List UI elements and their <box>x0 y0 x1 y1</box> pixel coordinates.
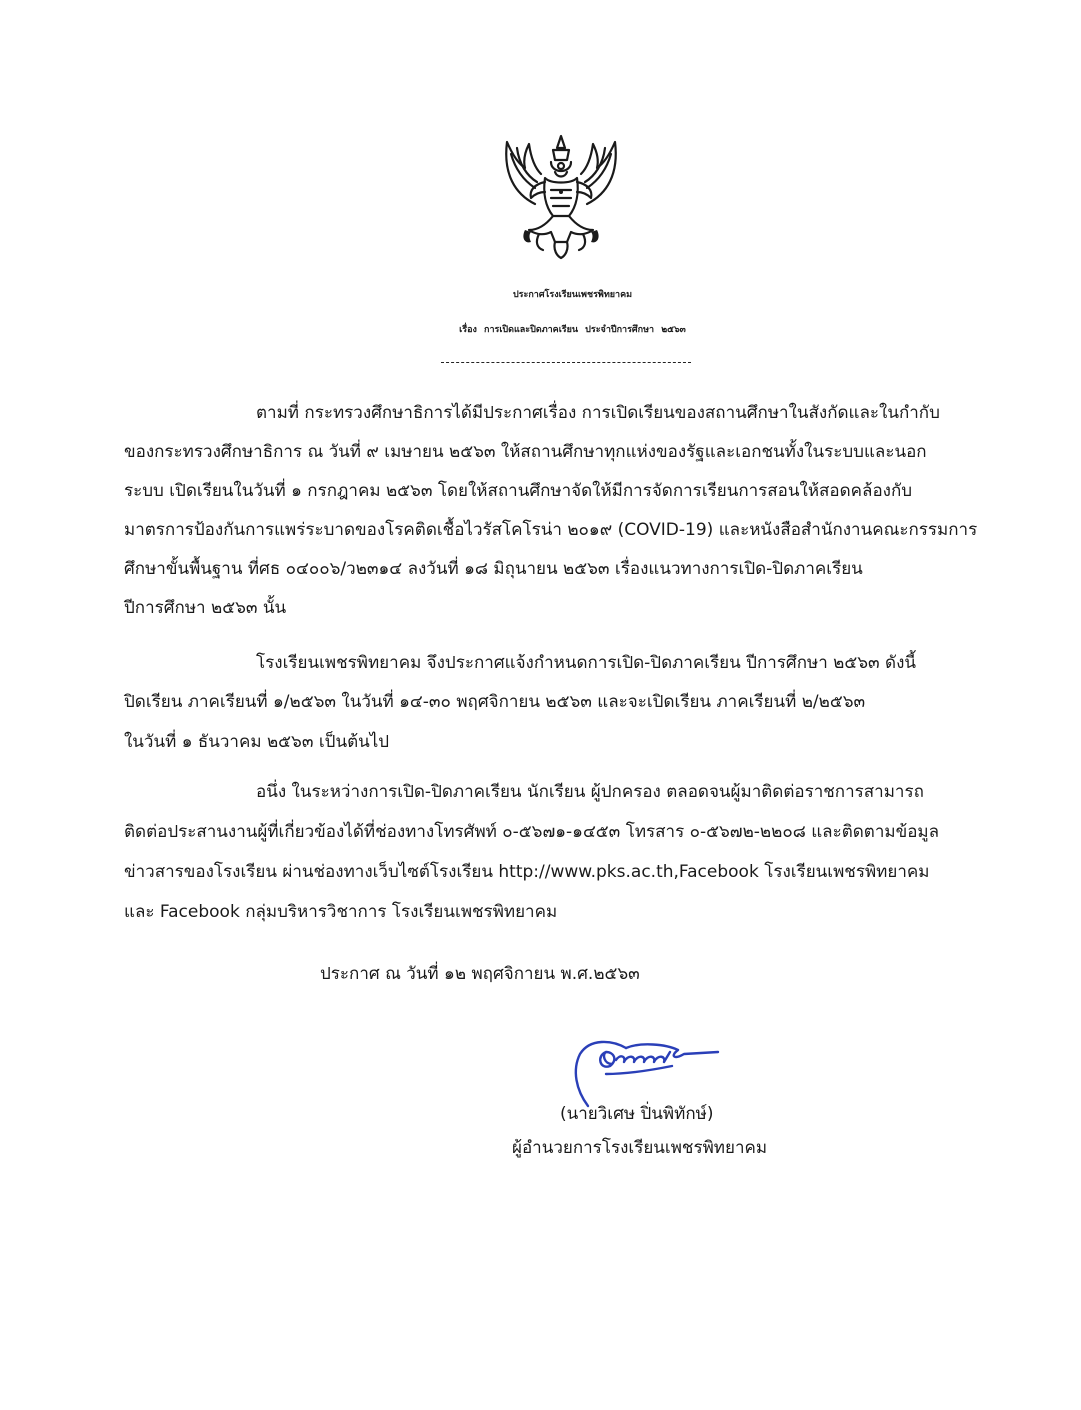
signature-icon <box>566 1030 726 1108</box>
paragraph-1-line-1: ตามที่ กระทรวงศึกษาธิการได้มีประกาศเรื่อง การเปิดเรียนของสถานศึกษาในสังกัดและในกำกับ <box>256 403 940 423</box>
paragraph-2-line-1: โรงเรียนเพชรพิทยาคม จึงประกาศแจ้งกำหนดการเปิด-ปิดภาคเรียน ปีการศึกษา ๒๕๖๓ ดังนี้ <box>256 653 917 673</box>
signer-name: (นายวิเศษ ปิ่นพิทักษ์) <box>560 1104 714 1124</box>
paragraph-3-line-2: ติดต่อประสานงานผู้ที่เกี่ยวข้องได้ที่ช่องทางโทรศัพท์ ๐-๕๖๗๑-๑๔๕๓ โทรสาร ๐-๕๖๗๒-๒๒๐๘ และติดตามข้อมูล <box>124 822 940 842</box>
paragraph-3-line-3: ข่าวสารของโรงเรียน ผ่านช่องทางเว็บไซต์โรงเรียน http://www.pks.ac.th,Facebook โรงเรียนเพชรพิทยาคม <box>124 862 930 882</box>
garuda-emblem-icon <box>495 134 627 260</box>
paragraph-2-line-3: ในวันที่ ๑ ธันวาคม ๒๕๖๓ เป็นต้นไป <box>124 732 390 752</box>
header-divider <box>441 362 691 363</box>
paragraph-1-line-2: ของกระทรวงศึกษาธิการ ณ วันที่ ๙ เมษายน ๒๕๖๓ ให้สถานศึกษาทุกแห่งของรัฐและเอกชนทั้งในระบบและนอก <box>124 442 927 462</box>
paragraph-3-line-4: และ Facebook กลุ่มบริหารวิชาการ โรงเรียนเพชรพิทยาคม <box>124 902 558 922</box>
paragraph-3-line-1: อนึ่ง ในระหว่างการเปิด-ปิดภาคเรียน นักเรียน ผู้ปกครอง ตลอดจนผู้มาติดต่อราชการสามารถ <box>256 782 924 802</box>
paragraph-2-line-2: ปิดเรียน ภาคเรียนที่ ๑/๒๕๖๓ ในวันที่ ๑๔-๓๐ พฤศจิกายน ๒๕๖๓ และจะเปิดเรียน ภาคเรียนที่ ๒/๒๕๖๓ <box>124 692 866 712</box>
announcement-date: ประกาศ ณ วันที่ ๑๒ พฤศจิกายน พ.ศ.๒๕๖๓ <box>320 964 640 984</box>
paragraph-1-line-3: ระบบ เปิดเรียนในวันที่ ๑ กรกฎาคม ๒๕๖๓ โดยให้สถานศึกษาจัดให้มีการจัดการเรียนการสอนให้สอดคล้องกับ <box>124 481 913 501</box>
announcement-subject: เรื่อง การเปิดและปิดภาคเรียน ประจำปีการศึกษา ๒๕๖๓ <box>459 325 686 335</box>
paragraph-1-line-4: มาตรการป้องกันการแพร่ระบาดของโรคติดเชื้อไวรัสโคโรน่า ๒๐๑๙ (COVID-19) และหนังสือสำนักงานคณะกรรมการ <box>124 520 978 540</box>
signer-position: ผู้อำนวยการโรงเรียนเพชรพิทยาคม <box>512 1138 768 1158</box>
paragraph-1-line-6: ปีการศึกษา ๒๕๖๓ นั้น <box>124 598 287 618</box>
paragraph-1-line-5: ศึกษาขั้นพื้นฐาน ที่ศธ ๐๔๐๐๖/ว๒๓๑๔ ลงวันที่ ๑๘ มิถุนายน ๒๕๖๓ เรื่องแนวทางการเปิด-ปิดภาคเรียน <box>124 559 863 579</box>
announcement-title: ประกาศโรงเรียนเพชรพิทยาคม <box>512 290 633 300</box>
